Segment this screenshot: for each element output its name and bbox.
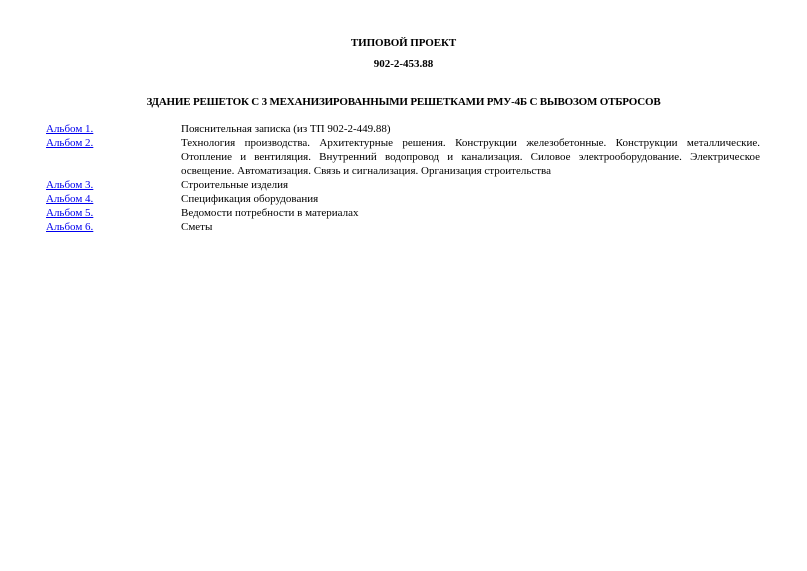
album-link-2[interactable]: Альбом 2. [46,137,94,149]
album-link-1[interactable]: Альбом 1. [46,123,94,135]
album-description-2: Технология производства. Архитектурные решения. Конструкции железобетонные. Конструкции металлические. Отопление и вентиляция. Внутренний водопровод и канализация. Силовое электрооборудование. Электрическое освещение. Автоматизация. Связь и сигнализация. Организация строительства [181,137,760,177]
album-row-1 [46,122,760,136]
album-row-2 [46,136,760,178]
album-description-6: Сметы [181,221,213,233]
album-description-4: Спецификация оборудования [181,193,319,205]
album-row-4 [46,192,760,206]
document-type-heading: ТИПОВОЙ ПРОЕКТ [350,37,457,49]
album-description-3: Строительные изделия [181,179,289,191]
album-list [46,122,760,234]
album-link-4[interactable]: Альбом 4. [46,193,94,205]
album-link-5[interactable]: Альбом 5. [46,207,94,219]
album-link-6[interactable]: Альбом 6. [46,221,94,233]
album-row-5 [46,206,760,220]
album-description-5: Ведомости потребности в материалах [181,207,359,219]
document-number: 902-2-453.88 [373,58,434,70]
album-description-1: Пояснительная записка (из ТП 902-2-449.88) [181,123,391,135]
album-row-3 [46,178,760,192]
album-row-6 [46,220,760,234]
album-link-3[interactable]: Альбом 3. [46,179,94,191]
document-title: ЗДАНИЕ РЕШЕТОК С 3 МЕХАНИЗИРОВАННЫМИ РЕШЕТКАМИ РМУ-4Б С ВЫВОЗОМ ОТБРОСОВ [146,96,661,108]
